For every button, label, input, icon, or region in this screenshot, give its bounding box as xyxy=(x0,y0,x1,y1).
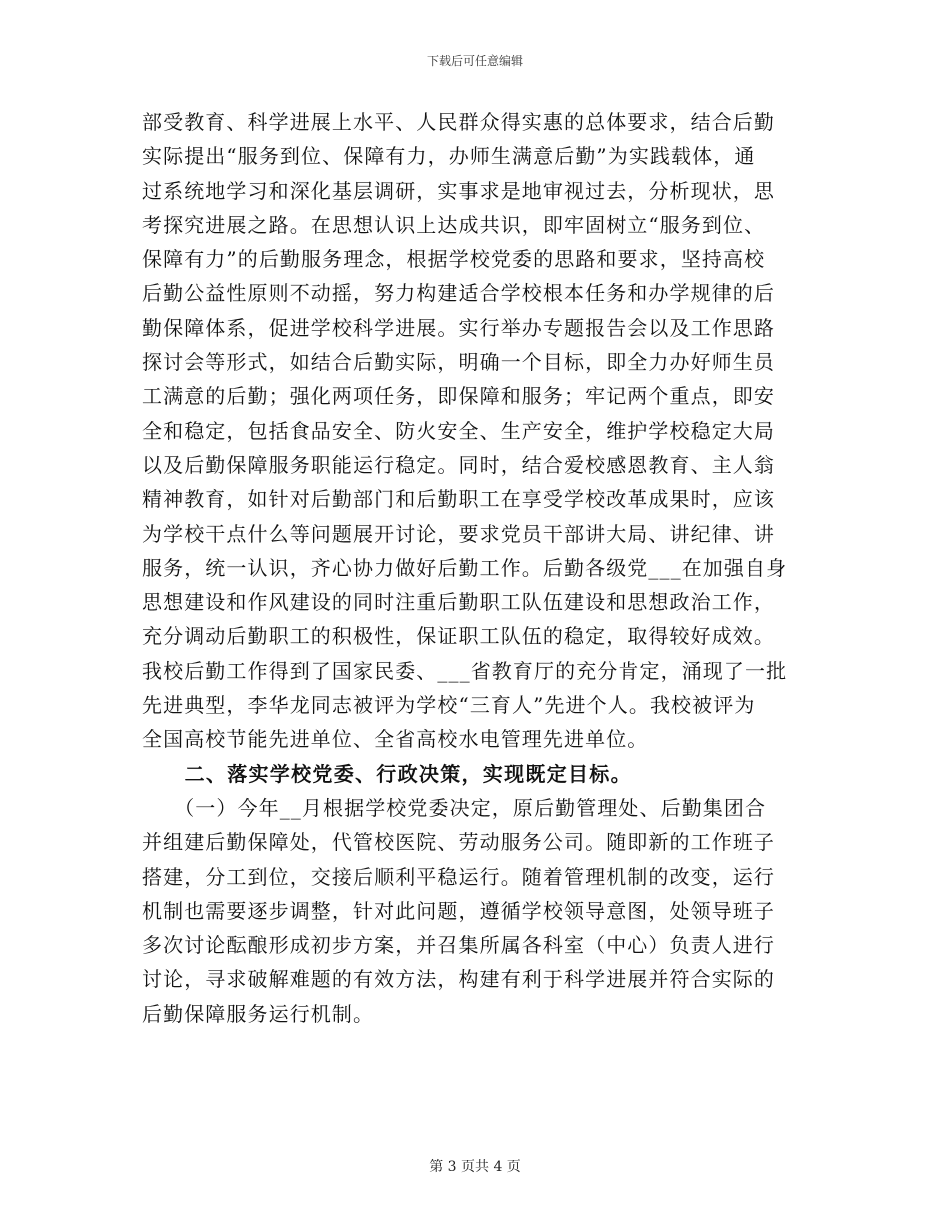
paragraph-line: 思想建设和作风建设的同时注重后勤职工队伍建设和思想政治工作， xyxy=(142,590,775,615)
paragraph-line: 充分调动后勤职工的积极性，保证职工队伍的稳定，取得较好成效。 xyxy=(142,624,775,649)
paragraph-line: 后勤公益性原则不动摇，努力构建适合学校根本任务和办学规律的后 xyxy=(142,281,775,306)
paragraph-line: 机制也需要逐步调整，针对此问题，遵循学校领导意图，处领导班子 xyxy=(142,898,775,923)
paragraph-line: 后勤保障服务运行机制。 xyxy=(142,1001,375,1026)
paragraph-line: 并组建后勤保障处，代管校医院、劳动服务公司。随即新的工作班子 xyxy=(142,830,775,855)
document-body xyxy=(142,105,812,1031)
paragraph-line: （一）今年__月根据学校党委决定，原后勤管理处、后勤集团合 xyxy=(142,795,767,820)
paragraph-line: 保障有力”的后勤服务理念，根据学校党委的思路和要求，坚持高校 xyxy=(142,247,766,272)
paragraph-line: 我校后勤工作得到了国家民委、___省教育厅的充分肯定，涌现了一批 xyxy=(142,658,788,683)
paragraph-line: 搭建，分工到位，交接后顺利平稳运行。随着管理机制的改变，运行 xyxy=(142,864,775,889)
paragraph-line: 过系统地学习和深化基层调研，实事求是地审视过去，分析现状，思 xyxy=(142,178,775,203)
paragraph-line: 实际提出“服务到位、保障有力，办师生满意后勤”为实践载体，通 xyxy=(142,144,756,169)
paragraph-line: 探讨会等形式，如结合后勤实际，明确一个目标，即全力办好师生员 xyxy=(142,350,775,375)
paragraph-line: 讨论，寻求破解难题的有效方法，构建有利于科学进展并符合实际的 xyxy=(142,967,775,992)
paragraph-line: 考探究进展之路。在思想认识上达成共识，即牢固树立“服务到位、 xyxy=(142,212,766,237)
paragraph-line: 以及后勤保障服务职能运行稳定。同时，结合爱校感恩教育、主人翁 xyxy=(142,452,775,477)
paragraph-line: 先进典型，李华龙同志被评为学校“三育人”先进个人。我校被评为 xyxy=(142,693,756,718)
paragraph-line: 全和稳定，包括食品安全、防火安全、生产安全，维护学校稳定大局 xyxy=(142,418,775,443)
page-footer: 第 3 页共 4 页 xyxy=(429,1159,521,1175)
paragraph-line: 部受教育、科学进展上水平、人民群众得实惠的总体要求，结合后勤 xyxy=(142,110,775,134)
page-header: 下载后可任意编辑 xyxy=(426,54,523,68)
paragraph-line: 全国高校节能先进单位、全省高校水电管理先进单位。 xyxy=(142,727,649,752)
paragraph-line: 工满意的后勤；强化两项任务，即保障和服务；牢记两个重点，即安 xyxy=(142,384,775,409)
section-heading: 二、落实学校党委、行政决策，实现既定目标。 xyxy=(142,761,632,786)
paragraph-line: 服务，统一认识，齐心协力做好后勤工作。后勤各级党___在加强自身 xyxy=(142,555,788,580)
paragraph-line: 勤保障体系，促进学校科学进展。实行举办专题报告会以及工作思路 xyxy=(142,315,775,340)
paragraph-line: 精神教育，如针对后勤部门和后勤职工在享受学校改革成果时，应该 xyxy=(142,487,775,512)
paragraph-line: 为学校干点什么等问题展开讨论，要求党员干部讲大局、讲纪律、讲 xyxy=(142,521,775,546)
paragraph-line: 多次讨论酝酿形成初步方案，并召集所属各科室（中心）负责人进行 xyxy=(142,933,775,958)
